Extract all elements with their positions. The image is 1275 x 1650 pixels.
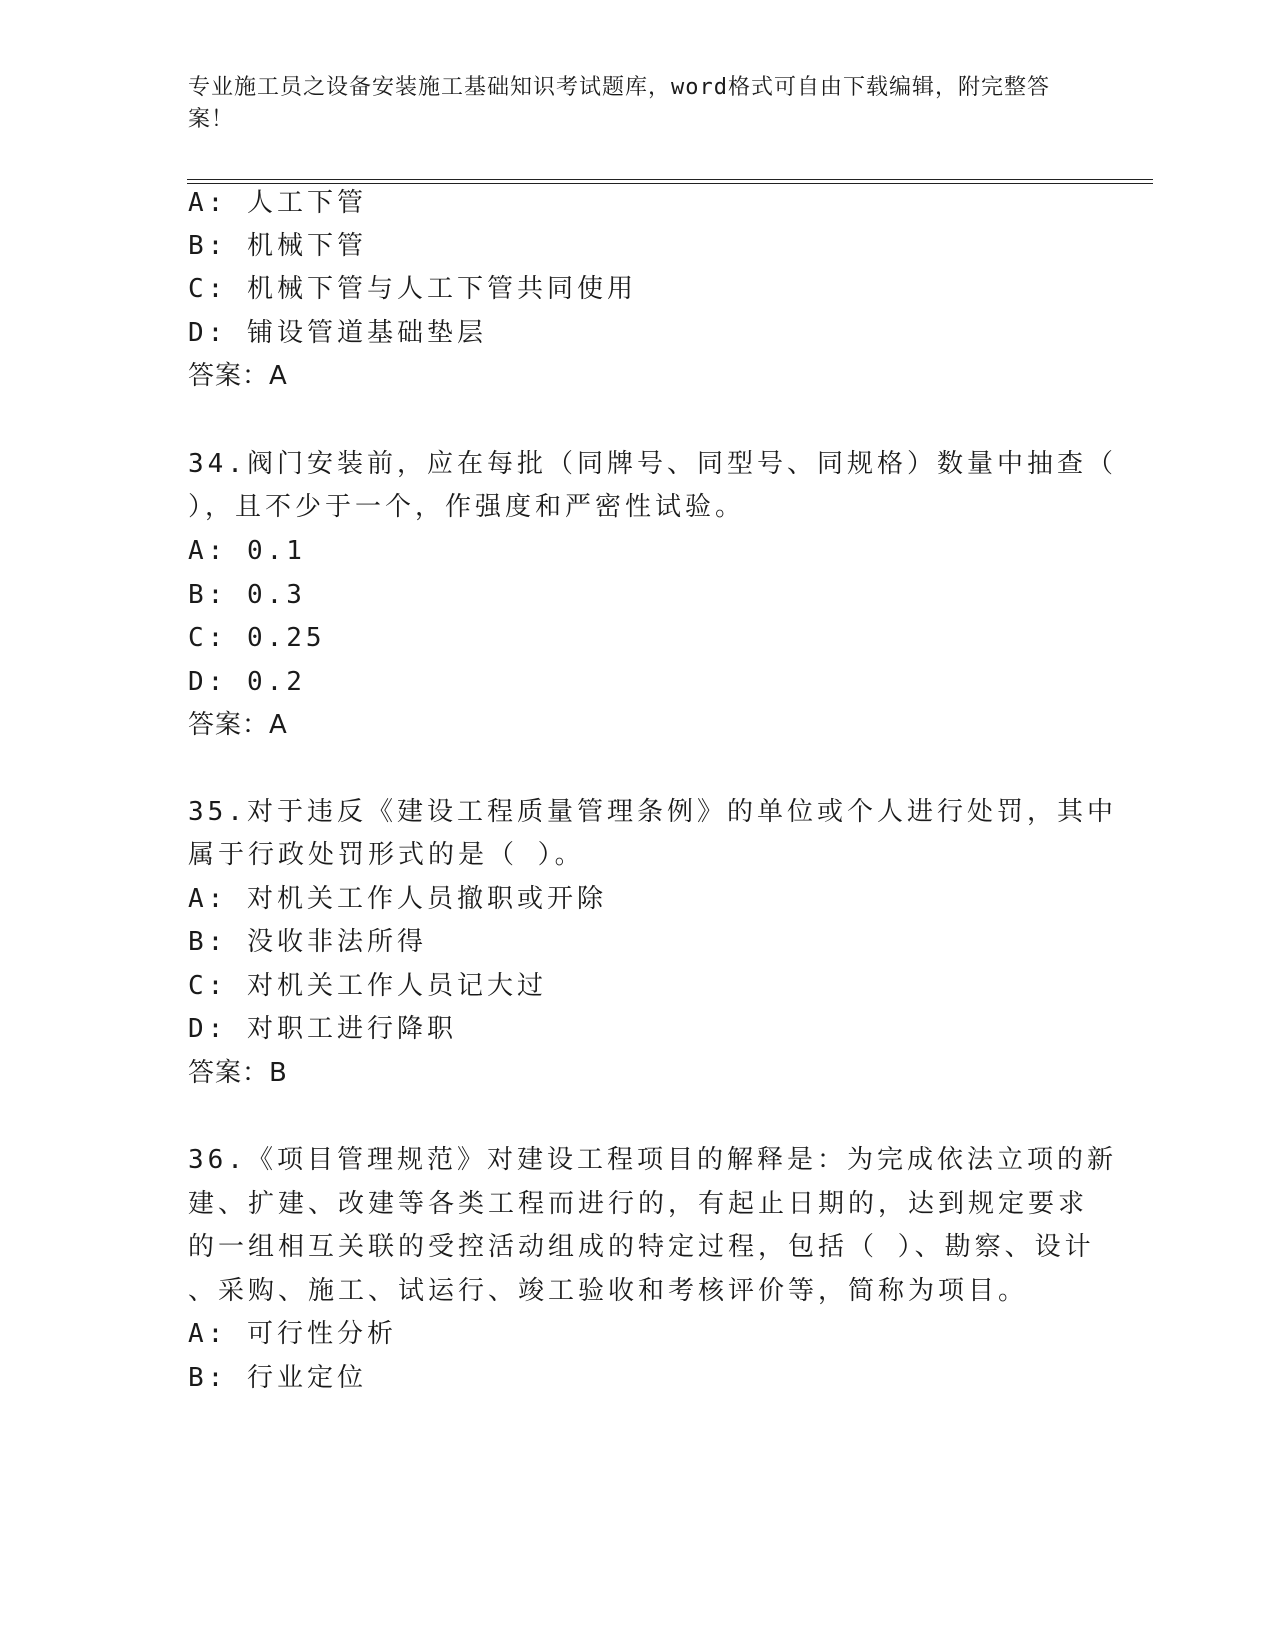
q34-option-b: B: 0.3 xyxy=(188,580,306,610)
q34-option-a: A: 0.1 xyxy=(188,536,306,566)
q34-option-c: C: 0.25 xyxy=(188,623,326,653)
q36-stem-line-4: 、采购、施工、试运行、竣工验收和考核评价等，简称为项目。 xyxy=(188,1276,1029,1306)
q34-stem-line-2: ），且不少于一个，作强度和严密性试验。 xyxy=(188,492,746,522)
q36-option-b: B: 行业定位 xyxy=(188,1363,367,1393)
header-divider-top xyxy=(187,179,1153,180)
q33-option-c: C: 机械下管与人工下管共同使用 xyxy=(188,274,637,304)
q34-stem-line-1: 34.阀门安装前，应在每批（同牌号、同型号、同规格）数量中抽查（ xyxy=(188,449,1117,479)
q35-option-a: A: 对机关工作人员撤职或开除 xyxy=(188,884,607,914)
q35-stem-line-1: 35.对于违反《建设工程质量管理条例》的单位或个人进行处罚，其中 xyxy=(188,797,1117,827)
q35-answer: 答案：B xyxy=(188,1058,288,1088)
q36-stem-line-1: 36.《项目管理规范》对建设工程项目的解释是：为完成依法立项的新 xyxy=(188,1145,1117,1175)
header-divider-bottom xyxy=(187,183,1153,184)
q33-option-a: A: 人工下管 xyxy=(188,188,367,218)
q33-option-d: D: 铺设管道基础垫层 xyxy=(188,318,487,348)
q35-stem-line-2: 属于行政处罚形式的是（ ）。 xyxy=(188,840,585,870)
document-header: 专业施工员之设备安装施工基础知识考试题库，word格式可自由下载编辑，附完整答案！ xyxy=(188,75,1050,132)
q36-option-a: A: 可行性分析 xyxy=(188,1319,397,1349)
q33-answer: 答案：A xyxy=(188,361,288,391)
q36-stem-line-3: 的一组相互关联的受控活动组成的特定过程，包括（ ）、勘察、设计 xyxy=(188,1232,1095,1262)
q35-option-c: C: 对机关工作人员记大过 xyxy=(188,971,547,1001)
q36-stem-line-2: 建、扩建、改建等各类工程而进行的，有起止日期的，达到规定要求 xyxy=(188,1189,1089,1219)
q34-option-d: D: 0.2 xyxy=(188,667,306,697)
q34-answer: 答案：A xyxy=(188,710,288,740)
q33-option-b: B: 机械下管 xyxy=(188,231,367,261)
q35-option-b: B: 没收非法所得 xyxy=(188,927,427,957)
q35-option-d: D: 对职工进行降职 xyxy=(188,1014,457,1044)
